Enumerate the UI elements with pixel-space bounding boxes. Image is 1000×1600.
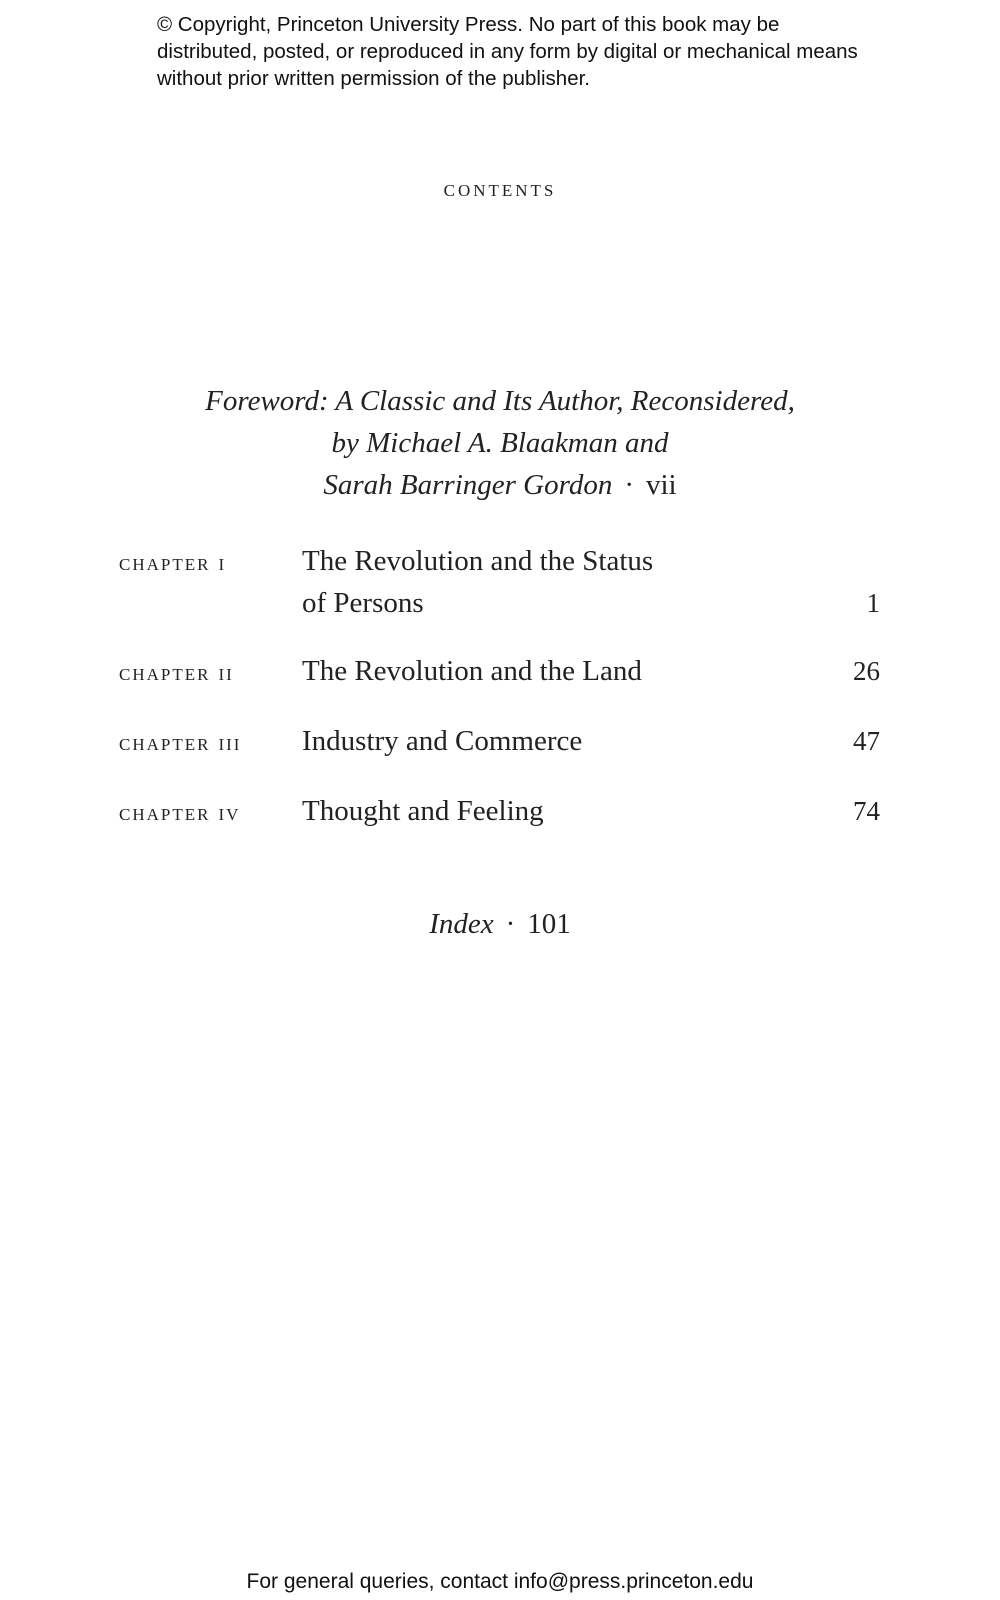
index-label: Index [429,908,494,940]
chapter-title: The Revolution and the Land [302,655,642,687]
foreword-separator: · [624,469,634,501]
chapter-title: Industry and Commerce [302,725,583,757]
contents-heading: contents [443,176,557,202]
chapter-entry-1 [119,540,880,624]
chapter-page: 1 [866,588,880,618]
foreword-author: Sarah Barringer Gordon [323,469,613,501]
chapter-label: chapter i [119,550,227,576]
chapter-title-line-2: of Persons [302,587,424,619]
foreword-line-2: by Michael A. Blaakman and [331,427,669,459]
chapter-page: 47 [853,726,880,756]
chapter-entry-4 [119,790,880,832]
foreword-line-1: Foreword: A Classic and Its Author, Reconsidered, [205,385,795,417]
chapter-title-line-1: The Revolution and the Status [302,545,654,577]
chapter-title [302,540,880,624]
chapter-label: chapter iii [119,730,242,756]
foreword-entry [0,380,1000,506]
chapter-page: 74 [853,796,880,826]
footer-contact: For general queries, contact info@press.princeton.edu [246,1570,754,1593]
chapter-page: 26 [853,656,880,686]
index-entry [0,908,1000,941]
chapter-label: chapter ii [119,660,234,686]
foreword-page: vii [646,469,677,501]
foreword-line-3 [0,464,1000,506]
chapter-title: Thought and Feeling [302,795,544,827]
index-page: 101 [527,908,571,940]
chapter-entry-2 [119,650,880,692]
chapter-label: chapter iv [119,800,241,826]
chapter-entry-3 [119,720,880,762]
copyright-notice: © Copyright, Princeton University Press. No part of this book may be distributed, posted, or reproduced in any form by digital or mechanical means without prior written permission of the publisher. [157,13,858,90]
index-separator: · [505,908,516,940]
